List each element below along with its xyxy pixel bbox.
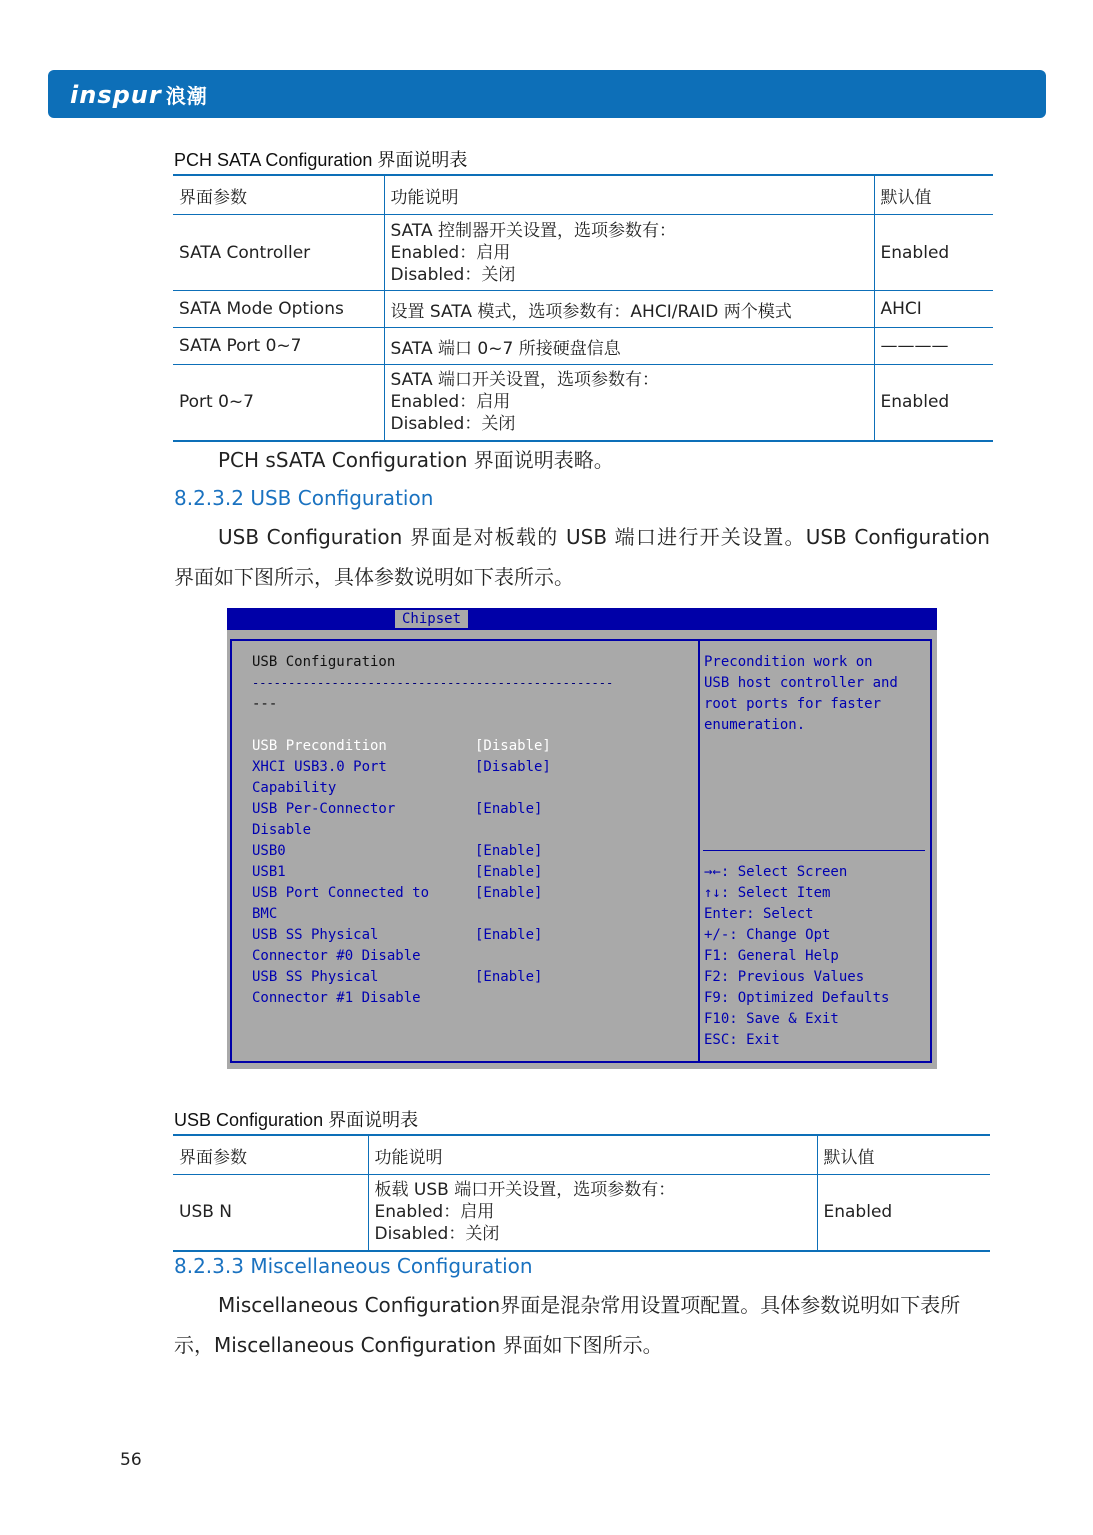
bios-item-ss1-cont: Connector #1 Disable (252, 990, 421, 1006)
paragraph-ssata: PCH sSATA Configuration 界面说明表略。 (218, 448, 614, 472)
table1-caption: PCH SATA Configuration 界面说明表 (174, 150, 468, 170)
table-row (173, 215, 993, 291)
bios-key-hint: ESC: Exit (704, 1032, 780, 1048)
bios-value-usb-precondition[interactable]: [Disable] (475, 738, 551, 754)
paragraph-usb-intro: USB Configuration 界面是对板载的 USB 端口进行开关设置。USB Configuration 界面如下图所示，具体参数说明如下表所示。 (174, 525, 990, 589)
table-header-desc: 功能说明 (368, 1135, 817, 1175)
bios-item-ss0-cont: Connector #0 Disable (252, 948, 421, 964)
bios-key-hint: F9: Optimized Defaults (704, 990, 890, 1006)
default-cell: Enabled (817, 1175, 990, 1251)
bios-item-xhci[interactable]: XHCI USB3.0 Port (252, 759, 387, 775)
desc-cell: 设置 SATA 模式，选项参数有：AHCI/RAID 两个模式 (384, 291, 874, 328)
param-cell: Port 0~7 (173, 365, 384, 441)
bios-item-ss0[interactable]: USB SS Physical (252, 927, 379, 943)
bios-menu-bar (227, 608, 937, 630)
bios-divider (698, 639, 700, 1063)
bios-item-usb-bmc[interactable]: USB Port Connected to (252, 885, 430, 901)
bios-item-per-connector[interactable]: USB Per-Connector (252, 801, 396, 817)
bios-separator: -------------------------------------------------- (252, 676, 614, 690)
bios-item-ss1[interactable]: USB SS Physical (252, 969, 379, 985)
page-number: 56 (120, 1450, 142, 1470)
bios-help-divider (703, 850, 925, 851)
bios-separator-2: --- (252, 696, 278, 712)
table-header-default: 默认值 (817, 1135, 990, 1175)
bios-item-usb0[interactable]: USB0 (252, 843, 286, 859)
table-header-param: 界面参数 (173, 1135, 368, 1175)
table-header-desc: 功能说明 (384, 175, 874, 215)
bios-screenshot (227, 608, 937, 1069)
desc-cell: SATA 控制器开关设置，选项参数有： Enabled：启用 Disabled：关闭 (384, 215, 874, 291)
bios-value-xhci[interactable]: [Disable] (475, 759, 551, 775)
bios-help-line: root ports for faster (704, 696, 882, 712)
section-heading-usb: 8.2.3.2 USB Configuration (174, 486, 434, 510)
bios-value-per-connector[interactable]: [Enable] (475, 801, 543, 817)
table-row (173, 365, 993, 441)
header-bar (48, 70, 1046, 118)
default-cell: ———— (874, 328, 993, 365)
tab-chipset[interactable]: Chipset (395, 610, 468, 628)
desc-cell: SATA 端口 0~7 所接硬盘信息 (384, 328, 874, 365)
bios-key-hint: →←: Select Screen (704, 864, 848, 880)
bios-key-hint: Enter: Select (704, 906, 814, 922)
bios-help-line: enumeration. (704, 717, 806, 733)
param-cell: USB N (173, 1175, 368, 1251)
bios-key-hint: F10: Save & Exit (704, 1011, 839, 1027)
sata-config-table (173, 174, 993, 442)
table-header-default: 默认值 (874, 175, 993, 215)
bios-value-ss1[interactable]: [Enable] (475, 969, 543, 985)
table-row (173, 1175, 990, 1251)
bios-title: USB Configuration (252, 654, 396, 670)
bios-item-per-connector-cont: Disable (252, 822, 312, 838)
table-header-param: 界面参数 (173, 175, 384, 215)
bios-help-line: Precondition work on (704, 654, 873, 670)
bios-value-usb0[interactable]: [Enable] (475, 843, 543, 859)
usb-config-table (173, 1134, 990, 1252)
table-row (173, 328, 993, 365)
default-cell: AHCI (874, 291, 993, 328)
bios-value-ss0[interactable]: [Enable] (475, 927, 543, 943)
bios-item-usb1[interactable]: USB1 (252, 864, 286, 880)
bios-key-hint: ↑↓: Select Item (704, 885, 831, 901)
desc-cell: 板载 USB 端口开关设置，选项参数有： Enabled：启用 Disabled：关闭 (368, 1175, 817, 1251)
table2-caption: USB Configuration 界面说明表 (174, 1110, 419, 1130)
paragraph-misc-intro: Miscellaneous Configuration界面是混杂常用设置项配置。具体参数说明如下表所示，Miscellaneous Configuration 界面如下图所示。 (174, 1293, 961, 1357)
bios-key-hint: F2: Previous Values (704, 969, 865, 985)
table-row (173, 291, 993, 328)
default-cell: Enabled (874, 215, 993, 291)
bios-help-line: USB host controller and (704, 675, 898, 691)
param-cell: SATA Controller (173, 215, 384, 291)
bios-value-usb1[interactable]: [Enable] (475, 864, 543, 880)
bios-key-hint: +/-: Change Opt (704, 927, 831, 943)
bios-value-usb-bmc[interactable]: [Enable] (475, 885, 543, 901)
bios-key-hint: F1: General Help (704, 948, 839, 964)
bios-item-usb-bmc-cont: BMC (252, 906, 278, 922)
desc-cell: SATA 端口开关设置，选项参数有： Enabled：启用 Disabled：关闭 (384, 365, 874, 441)
inspur-logo: inspur 浪潮 (70, 81, 208, 109)
bios-item-xhci-cont: Capability (252, 780, 337, 796)
bios-item-usb-precondition[interactable]: USB Precondition (252, 738, 387, 754)
param-cell: SATA Port 0~7 (173, 328, 384, 365)
param-cell: SATA Mode Options (173, 291, 384, 328)
default-cell: Enabled (874, 365, 993, 441)
section-heading-misc: 8.2.3.3 Miscellaneous Configuration (174, 1254, 533, 1278)
